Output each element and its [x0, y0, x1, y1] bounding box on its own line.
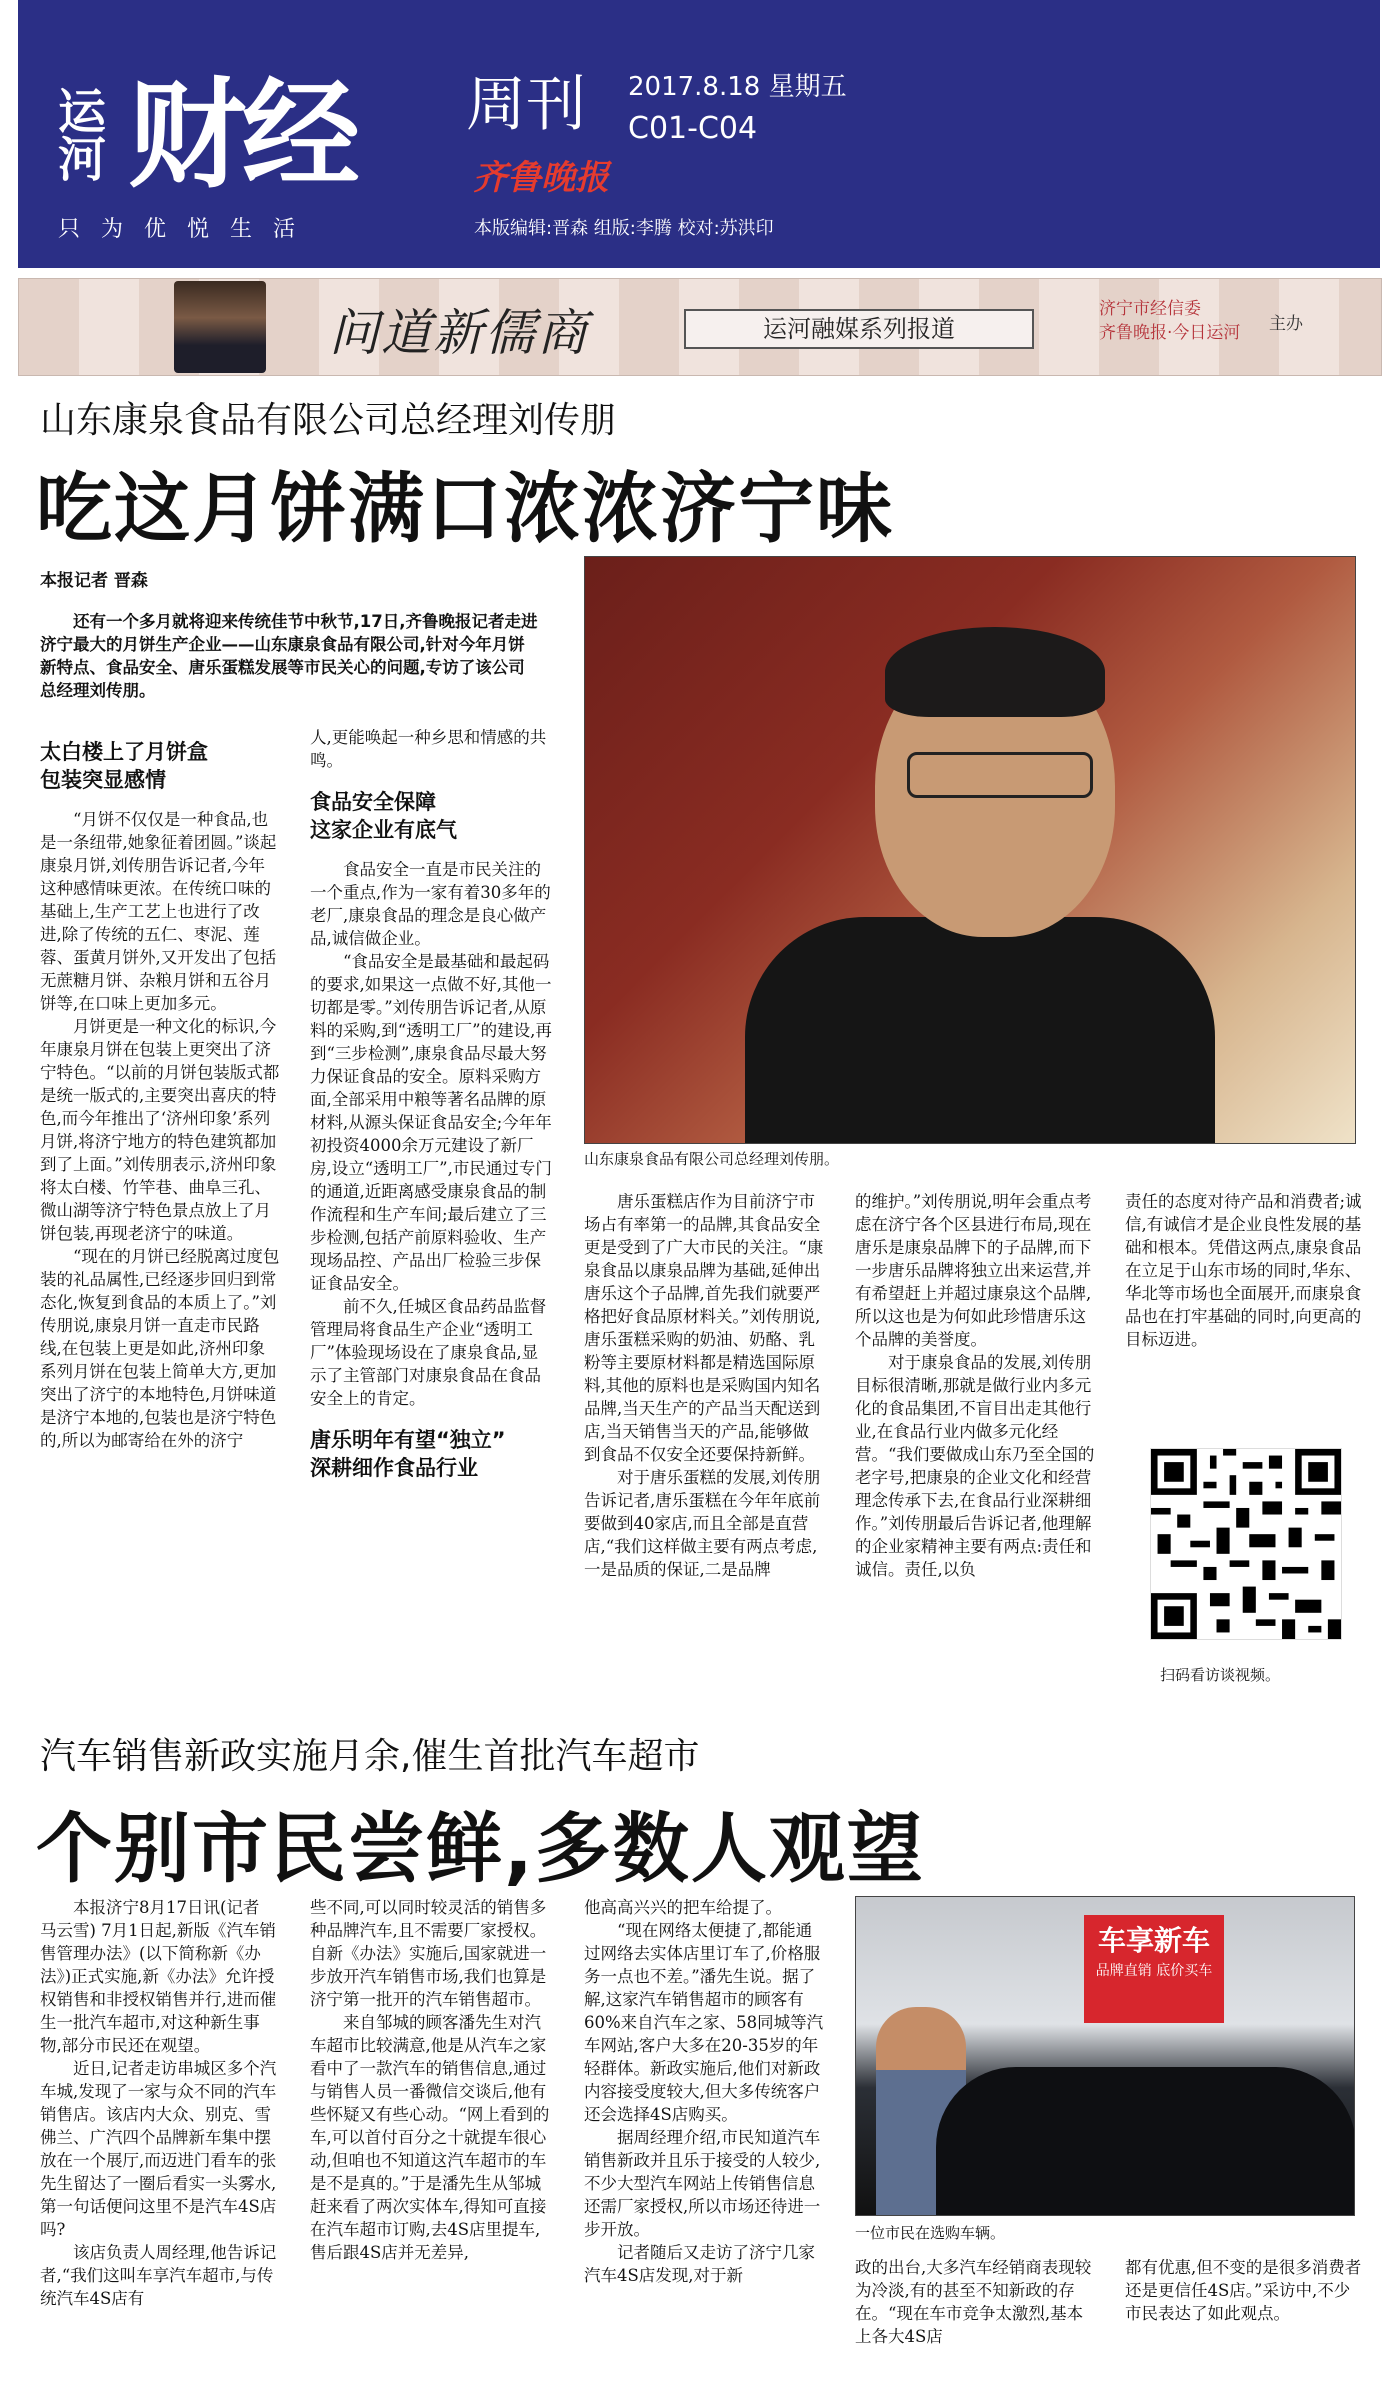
- paragraph: 的维护。”刘传朋说,明年会重点考虑在济宁各个区县进行布局,现在唐乐是康泉品牌下的子品牌,而下一步唐乐品牌将独立出来运营,并有希望赶上并超过康泉这个品牌,所以这也是为何如此珍惜唐乐这个品牌的美誉度。: [855, 1192, 1092, 1349]
- paragraph: 政的出台,大多汽车经销商表现较为冷淡,有的甚至不知新政的存在。“现在车市竞争太激烈,基本上各大4S店: [855, 2258, 1092, 2346]
- photo-car: [936, 2067, 1355, 2216]
- qr-code-icon[interactable]: [1150, 1448, 1342, 1640]
- banner-org-line1: 济宁市经信委: [1099, 299, 1201, 319]
- masthead-slogan: 只为优悦生活: [58, 217, 317, 242]
- paragraph: 食品安全一直是市民关注的一个重点,作为一家有着30多年的老厂,康泉食品的理念是良心做产品,诚信做企业。: [310, 860, 551, 948]
- article2-column4: [855, 2256, 1095, 2366]
- article1-kicker: 山东康泉食品有限公司总经理刘传朋: [40, 400, 617, 441]
- banner-series-label: 运河融媒系列报道: [684, 309, 1034, 349]
- car-showroom-photo: [855, 1896, 1355, 2216]
- masthead-yunhe: 运河: [58, 84, 107, 188]
- issue-date: 2017.8.18 星期五: [628, 72, 847, 102]
- paragraph: 对于唐乐蛋糕的发展,刘传朋告诉记者,唐乐蛋糕在今年年底前要做到40家店,而且全部是直营店,“我们这样做主要有两点考虑,一是品质的保证,二是品牌: [584, 1468, 821, 1579]
- article1-column4: [855, 1190, 1095, 1700]
- paragraph: “食品安全是最基础和最起码的要求,如果这一点做不好,其他一切都是零。”刘传朋告诉记者,从原料的采购,到“透明工厂”的建设,再到“三步检测”,康泉食品尽最大努力保证食品的安全。原料采购方面,全部采用中粮等著名品牌的原材料,从源头保证食品安全;今年年初投资4000余万元建设了新厂房,设立“透明工厂”,市民通过专门的通道,近距离感受康泉食品的制作流程和生产车间;最后建立了三步检测,包括产前原料验收、生产现场品控、产品出厂检验三步保证食品安全。: [310, 952, 552, 1293]
- paragraph: 来自邹城的顾客潘先生对汽车超市比较满意,他是从汽车之家看中了一款汽车的销售信息,通过与销售人员一番微信交谈后,他有些怀疑又有些心动。“网上看到的车,可以首付百分之十就提车很心动,但咱也不知道这汽车超市的车是不是真的。”于是潘先生从邹城赶来看了两次实体车,得知可直接在汽车超市订购,去4S店里提车,售后跟4S店并无差异,: [310, 2013, 550, 2262]
- paragraph: “现在网络太便捷了,都能通过网络去实体店里订车了,价格服务一点也不差。”潘先生说。据了解,这家汽车销售超市的顾客有60%来自汽车之家、58同城等汽车网站,客户大多在20-35岁的年轻群体。新政实施后,他们对新政内容接受度较大,但大多传统客户还会选择4S店购买。: [584, 1921, 824, 2124]
- article1-subhead3: 唐乐明年有望“独立” 深耕细作食品行业: [310, 1428, 506, 1480]
- paragraph: 都有优惠,但不变的是很多消费者还是更信任4S店。”采访中,不少市民表达了如此观点。: [1125, 2258, 1362, 2323]
- photo-figure-glasses: [907, 752, 1093, 798]
- article2-column1: [40, 1896, 280, 2366]
- article2-column3: [584, 1896, 824, 2366]
- paragraph: 月饼更是一种文化的标识,今年康泉月饼在包装上更突出了济宁特色。“以前的月饼包装版式都是统一版式的,主要突出喜庆的特色,而今年推出了‘济州印象’系列月饼,将济宁地方的特色建筑都加到了上面。”刘传朋表示,济州印象将太白楼、竹竿巷、曲阜三孔、微山湖等济宁特色景点放上了月饼包装,再现老济宁的味道。: [40, 1017, 280, 1243]
- article1-column5: [1125, 1190, 1365, 1430]
- paragraph: 前不久,任城区食品药品监督管理局将食品生产企业“透明工厂”体验现场设在了康泉食品,显示了主管部门对康泉食品在食品安全上的肯定。: [310, 1297, 547, 1408]
- portrait-photo: [584, 556, 1356, 1144]
- paragraph: 唐乐蛋糕店作为目前济宁市场占有率第一的品牌,其食品安全更是受到了广大市民的关注。“康泉食品以康泉品牌为基础,延伸出唐乐这个子品牌,首先我们就要严格把好食品原材料关。”刘传朋说,唐乐蛋糕采购的奶油、奶酪、乳粉等主要原材料都是精选国际原料,其他的原料也是采购国内知名品牌,当天生产的产品当天配送到店,当天销售当天的产品,能够做到食品不仅安全还要保持新鲜。: [584, 1192, 824, 1464]
- paragraph: 责任的态度对待产品和消费者;诚信,有诚信才是企业良性发展的基础和根本。凭借这两点,康泉食品在立足于山东市场的同时,华东、华北等市场也全面展开,而康泉食品也在打牢基础的同时,向更高的目标迈进。: [1125, 1192, 1362, 1349]
- article2-column2: [310, 1896, 550, 2366]
- paragraph: “现在的月饼已经脱离过度包装的礼品属性,已经逐步回归到常态化,恢复到食品的本质上了。”刘传朋说,康泉月饼一直走市民路线,在包装上更是如此,济州印象系列月饼在包装上简单大方,更加突出了济宁的本地特色,月饼味道是济宁本地的,包装也是济宁特色的,所以为邮寄给在外的济宁: [40, 1247, 280, 1450]
- banner-title: 问道新儒商: [329, 304, 589, 362]
- paragraph: 人,更能唤起一种乡思和情感的共鸣。: [310, 728, 547, 770]
- banner-host: 主办: [1269, 314, 1303, 334]
- portrait-caption: 山东康泉食品有限公司总经理刘传朋。: [584, 1150, 840, 1168]
- paragraph: 记者随后又走访了济宁几家汽车4S店发现,对于新: [584, 2243, 815, 2285]
- article1-lead: 还有一个多月就将迎来传统佳节中秋节,17日,齐鲁晚报记者走进济宁最大的月饼生产企业——山东康泉食品有限公司,针对今年月饼新特点、食品安全、唐乐蛋糕发展等市民关心的问题,专访了该公司总经理刘传朋。: [40, 612, 538, 700]
- series-banner: [18, 278, 1382, 376]
- article2-kicker: 汽车销售新政实施月余,催生首批汽车超市: [40, 1736, 700, 1777]
- article2-column5: [1125, 2256, 1365, 2366]
- article1-column3: [584, 1190, 824, 1700]
- article1-subhead2: 食品安全保障 这家企业有底气: [310, 790, 457, 842]
- paragraph: 该店负责人周经理,他告诉记者,“我们这叫车享汽车超市,与传统汽车4S店有: [40, 2243, 277, 2308]
- banner-org-line2: 齐鲁晚报·今日运河: [1099, 323, 1241, 343]
- masthead-editors: 本版编辑:晋森 组版:李腾 校对:苏洪印: [474, 218, 774, 239]
- showroom-sign-subtitle: 品牌直销 底价买车: [1095, 1963, 1213, 1979]
- masthead: [18, 0, 1380, 268]
- paragraph: “月饼不仅仅是一种食品,也是一条纽带,她象征着团圆。”谈起康泉月饼,刘传朋告诉记者,今年这种感情味更浓。在传统口味的基础上,生产工艺上也进行了改进,除了传统的五仁、枣泥、莲蓉、蛋黄月饼外,又开发出了包括无蔗糖月饼、杂粮月饼和五谷月饼等,在口味上更加多元。: [40, 810, 277, 1013]
- banner-organizers: [1099, 297, 1240, 345]
- article1-headline: 吃这月饼满口浓浓济宁味: [36, 464, 894, 553]
- masthead-zhoukan: 周刊: [466, 70, 586, 140]
- paragraph: 据周经理介绍,市民知道汽车销售新政并且乐于接受的人较少,不少大型汽车网站上传销售信息还需厂家授权,所以市场还待进一步开放。: [584, 2128, 821, 2239]
- paragraph: 他高高兴兴的把车给提了。: [584, 1898, 782, 1917]
- banner-portrait: [174, 281, 266, 373]
- paragraph: 本报济宁8月17日讯(记者 马云雪) 7月1日起,新版《汽车销售管理办法》(以下简称新《办法》)正式实施,新《办法》允许授权销售和非授权销售并行,进而催生一批汽车超市,对这种新生事物,部分市民还在观望。: [40, 1898, 277, 2055]
- qr-caption: 扫码看访谈视频。: [1160, 1666, 1281, 1684]
- car-photo-caption: 一位市民在选购车辆。: [855, 2224, 1006, 2242]
- paragraph: 近日,记者走访串城区多个汽车城,发现了一家与众不同的汽车销售店。该店内大众、别克、雪佛兰、广汽四个品牌新车集中摆放在一个展厅,而迈进门看车的张先生留达了一圈后看实一头雾水,第一句话便问这里不是汽车4S店吗?: [40, 2059, 277, 2239]
- paragraph: 对于康泉食品的发展,刘传朋目标很清晰,那就是做行业内多元化的食品集团,不盲目出走其他行业,在食品行业内做多元化经营。“我们要做成山东乃至全国的老字号,把康泉的企业文化和经营理念传承下去,在食品行业深耕细作。”刘传朋最后告诉记者,他理解的企业家精神主要有两点:责任和诚信。责任,以负: [855, 1353, 1095, 1579]
- article2-headline: 个别市民尝鲜,多数人观望: [36, 1804, 925, 1893]
- showroom-sign-title: 车享新车: [1097, 1924, 1210, 1957]
- issue-pages: C01-C04: [628, 111, 758, 146]
- article1-column2: [310, 726, 552, 1686]
- paragraph: 些不同,可以同时较灵活的销售多种品牌汽车,且不需要厂家授权。自新《办法》实施后,国家就进一步放开汽车销售市场,我们也算是济宁第一批开的汽车销售超市。: [310, 1898, 547, 2009]
- article1-column1: [40, 738, 280, 1688]
- showroom-sign: [1084, 1915, 1224, 2023]
- photo-figure-body: [745, 917, 1215, 1144]
- photo-figure-hair: [885, 627, 1105, 717]
- paper-logo: 齐鲁晚报: [473, 158, 609, 198]
- article1-byline: 本报记者 晋森: [40, 571, 148, 591]
- article1-subhead1: 太白楼上了月饼盒 包装突显感情: [40, 740, 208, 792]
- masthead-caijing: 财经: [128, 66, 357, 204]
